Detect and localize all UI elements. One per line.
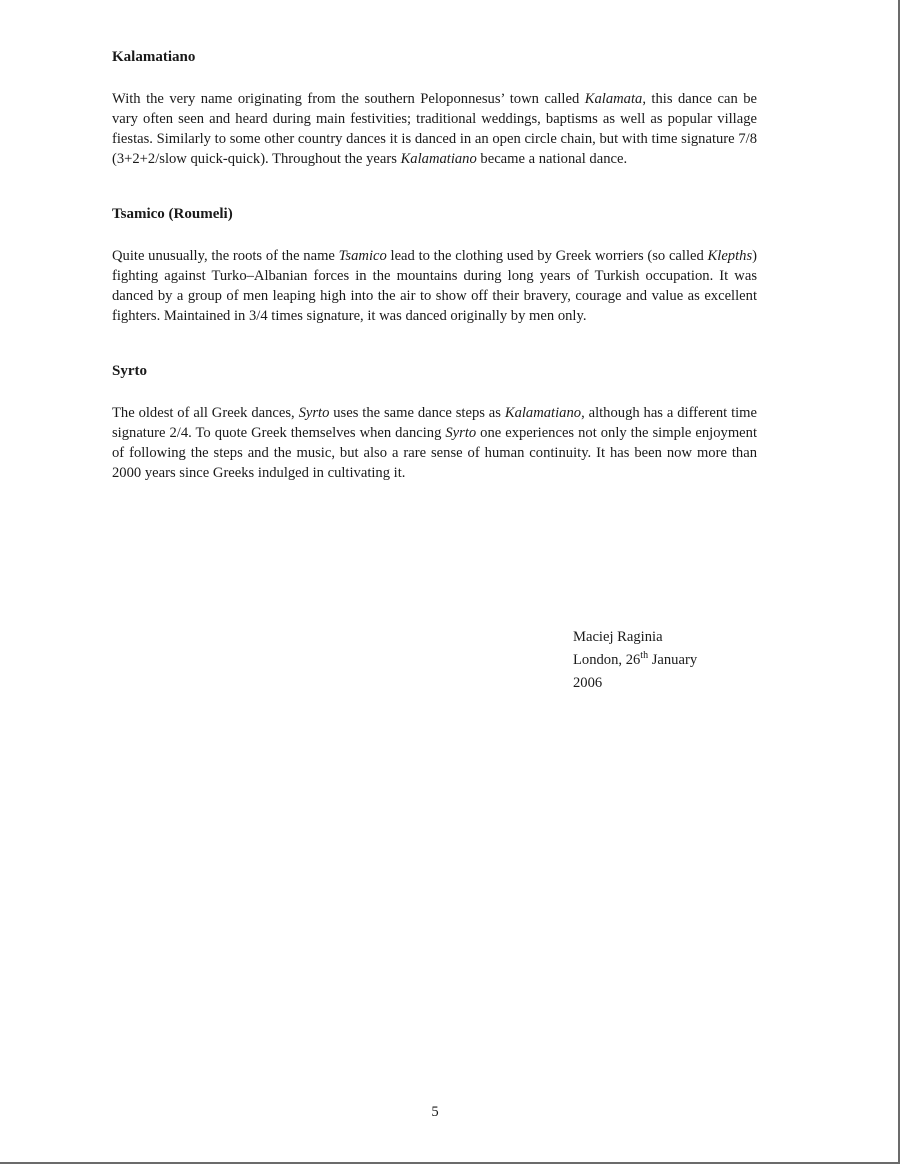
text-segment: uses the same dance steps as — [329, 405, 505, 421]
section-heading: Kalamatiano — [112, 49, 196, 65]
place-day: London, 26 — [573, 652, 641, 668]
text-segment: With the very name originating from the southern Peloponnesus’ town called — [112, 91, 585, 107]
text-segment-italic: Syrto — [298, 405, 330, 421]
place-date-line — [573, 649, 773, 672]
section-kalamatiano — [112, 47, 757, 169]
text-segment: one experiences not only the simple enjoyment of following the steps and the music, but also a rare sense of human continuity. It has been now more than 2000 years since Greeks indulged in cultivating it. — [112, 425, 758, 481]
ordinal-suffix: th — [640, 650, 649, 662]
section-paragraph — [112, 246, 757, 326]
text-segment: , although has a different time signature 2/4. To quote Greek themselves when dancing — [112, 405, 758, 441]
text-segment-italic: Kalamatiano — [504, 405, 582, 421]
text-segment: ) fighting against Turko–Albanian forces in the mountains during long years of Turkish occupation. It was danced by a group of men leaping high into the air to show off their bravery, courage and value as excellent fighters. Maintained in 3/4 times signature, it was danced originally by men only. — [112, 248, 757, 324]
text-segment: lead to the clothing used by Greek worriers (so called — [386, 248, 708, 264]
month: January — [648, 652, 698, 668]
text-segment: The oldest of all Greek dances, — [112, 405, 299, 421]
text-segment-italic: Kalamata — [584, 91, 643, 107]
text-segment-italic: Kalamatiano — [400, 151, 477, 167]
text-segment-italic: Tsamico — [338, 248, 387, 264]
section-paragraph — [112, 403, 757, 483]
text-segment: , this dance can be vary often seen and heard during main festivities; traditional weddings, baptisms as well as popular village fiestas. Similarly to some other country dances it is danced in an open circle chain, but with time signature 7/8 (3+2+2/slow quick-quick). Throughout the years — [112, 91, 757, 167]
signature-block — [573, 626, 773, 695]
main-content — [112, 47, 757, 483]
section-tsamico — [112, 204, 757, 326]
section-heading: Tsamico (Roumeli) — [112, 206, 233, 222]
author-name: Maciej Raginia — [573, 629, 663, 645]
text-segment-italic: Syrto — [445, 425, 477, 441]
text-segment-italic: Klepths — [707, 248, 753, 264]
page-number: 5 — [431, 1104, 439, 1120]
section-heading: Syrto — [112, 363, 147, 379]
section-syrto — [112, 361, 757, 483]
text-segment: Quite unusually, the roots of the name — [112, 248, 339, 264]
year: 2006 — [573, 675, 603, 691]
text-segment: became a national dance. — [476, 151, 628, 167]
section-paragraph — [112, 89, 757, 169]
